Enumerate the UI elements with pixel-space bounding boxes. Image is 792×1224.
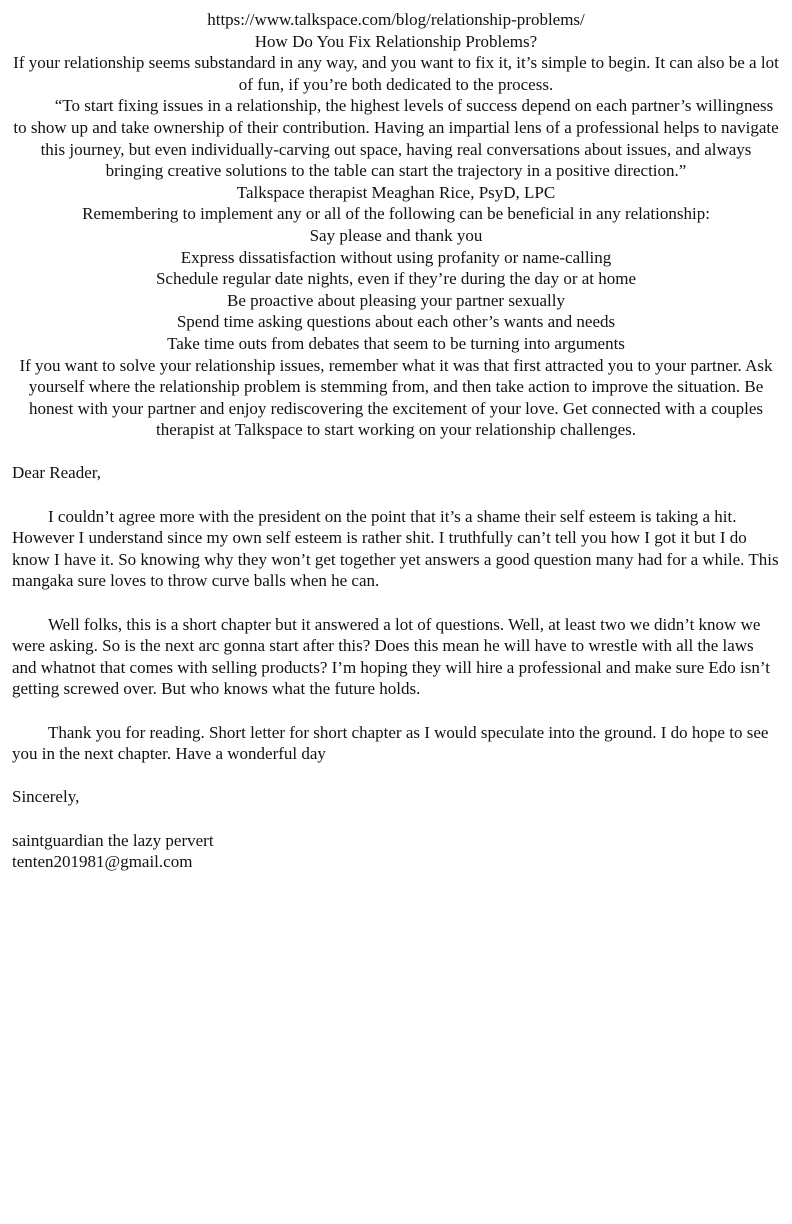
letter-salutation: Dear Reader, — [12, 463, 101, 483]
letter-paragraph: Thank you for reading. Short letter for short chapter as I would speculate into the ground. I do hope to see you in the next chapter. Have a wonderful day — [12, 722, 769, 764]
list-item: Express dissatisfaction without using profanity or name-calling — [180, 247, 612, 267]
article-title: How Do You Fix Relationship Problems? — [254, 31, 538, 51]
article-quote: “To start fixing issues in a relationship, the highest levels of success depend on each partner’s willingness to show up and take ownership of their contribution. Having an impartial lens of a professional helps to navigate this journey, but even individually-carving out space, having real conversations about issues, and always bringing creative solutions to the table can start the trajectory in a positive direction.” — [13, 96, 779, 181]
list-item: Schedule regular date nights, even if they’re during the day or at home — [155, 269, 637, 289]
list-item: Spend time asking questions about each other’s wants and needs — [176, 312, 616, 332]
document-page — [12, 9, 780, 873]
letter-email: tenten201981@gmail.com — [12, 852, 193, 872]
quote-attribution: Talkspace therapist Meaghan Rice, PsyD, LPC — [236, 182, 556, 202]
list-intro: Remembering to implement any or all of the following can be beneficial in any relationship: — [82, 204, 710, 224]
letter-paragraph: Well folks, this is a short chapter but it answered a lot of questions. Well, at least two we didn’t know we were asking. So is the next arc gonna start after this? Does this mean he will have to wrestle with all the laws and whatnot that comes with selling products? I’m hoping they will hire a professional and make sure Edo isn’t getting screwed over. But who knows what the future holds. — [12, 614, 770, 699]
tips-list — [12, 225, 780, 355]
article-intro: If your relationship seems substandard in any way, and you want to fix it, it’s simple to begin. It can also be a lot of fun, if you’re both dedicated to the process. — [13, 53, 779, 94]
list-item: Say please and thank you — [309, 225, 483, 245]
letter-closing: Sincerely, — [12, 787, 80, 807]
list-item: Take time outs from debates that seem to be turning into arguments — [167, 333, 625, 353]
article-url: https://www.talkspace.com/blog/relationship-problems/ — [207, 10, 585, 29]
list-item: Be proactive about pleasing your partner sexually — [227, 290, 565, 310]
article-conclusion: If you want to solve your relationship issues, remember what it was that first attracted you to your partner. Ask yourself where the relationship problem is stemming from, and then take action to improve the situation. Be honest with your partner and enjoy rediscovering the excitement of your love. Get connected with a couples therapist at Talkspace to start working on your relationship challenges. — [19, 355, 773, 440]
letter-signature: saintguardian the lazy pervert — [12, 830, 214, 850]
letter-paragraph: I couldn’t agree more with the president on the point that it’s a shame their self esteem is taking a hit. However I understand since my own self esteem is rather shit. I truthfully can’t tell you how I got it but I do know I have it. So knowing why they won’t get together yet answers a good question many had for a while. This mangaka sure loves to throw curve balls when he can. — [12, 506, 779, 591]
